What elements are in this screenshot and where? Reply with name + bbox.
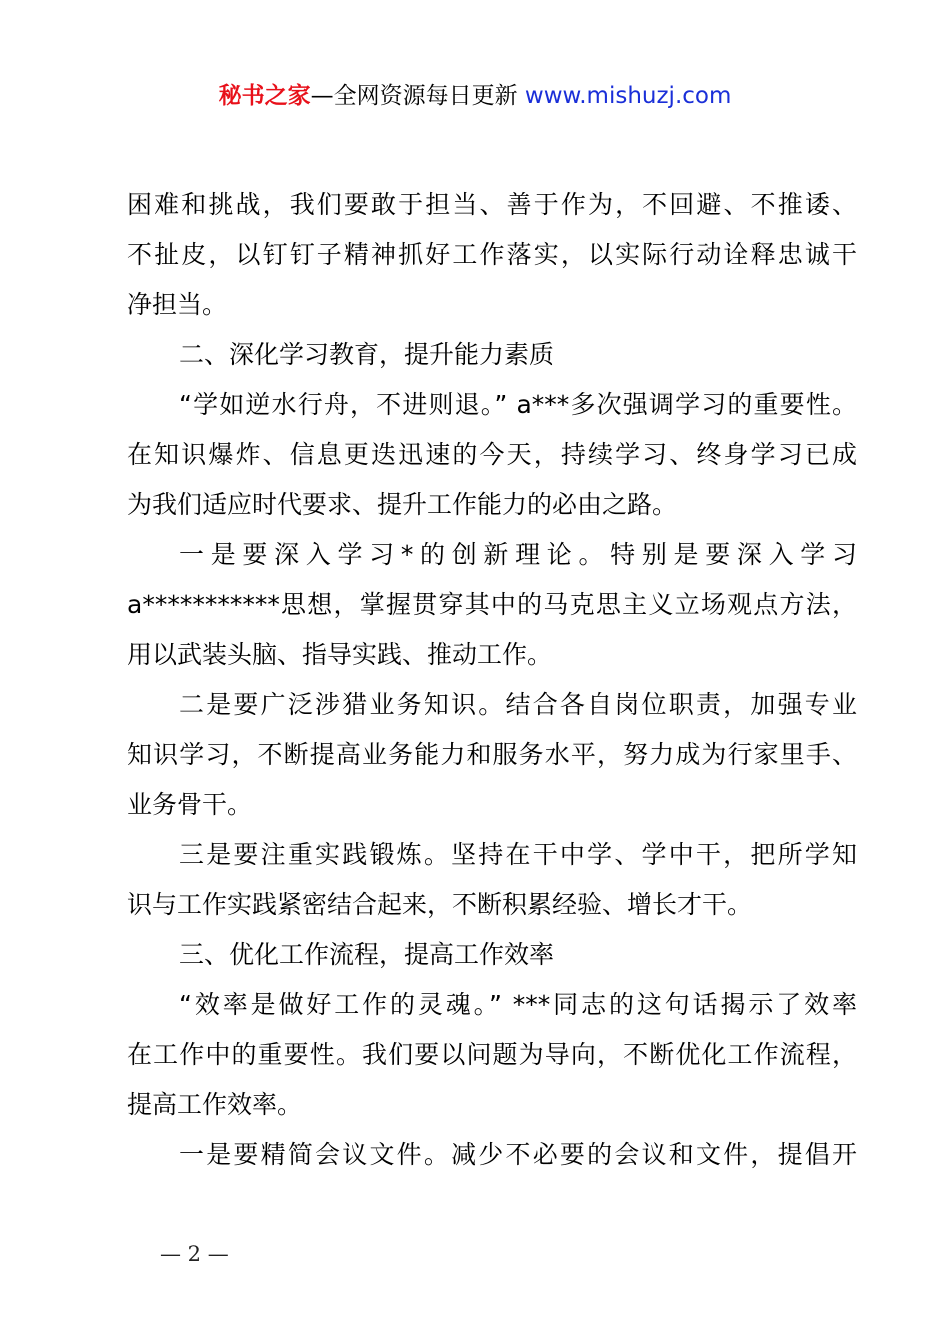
body-line: 在知识爆炸、信息更迭迅速的今天，持续学习、终身学习已成 xyxy=(127,440,857,469)
body-line: 三是要注重实践锻炼。坚持在干中学、学中干，把所学知 xyxy=(179,840,857,869)
body-line: “效率是做好工作的灵魂。” ***同志的这句话揭示了效率 xyxy=(179,990,857,1019)
site-url[interactable]: www.mishuzj.com xyxy=(524,83,732,109)
section-heading: 二、深化学习教育，提升能力素质 xyxy=(179,340,555,369)
body-line: 净担当。 xyxy=(127,290,228,319)
body-line: 识与工作实践紧密结合起来，不断积累经验、增长才干。 xyxy=(127,890,753,919)
section-heading: 三、优化工作流程，提高工作效率 xyxy=(179,940,555,969)
page-number: — 2 — xyxy=(160,1242,229,1266)
document-body xyxy=(127,180,857,1180)
site-header xyxy=(0,80,950,112)
body-line: 在工作中的重要性。我们要以问题为导向，不断优化工作流程， xyxy=(127,1040,857,1069)
body-line: 一是要精简会议文件。减少不必要的会议和文件，提倡开 xyxy=(179,1140,857,1169)
body-line: 用以武装头脑、指导实践、推动工作。 xyxy=(127,640,553,669)
body-line: 知识学习，不断提高业务能力和服务水平，努力成为行家里手、 xyxy=(127,740,857,769)
body-line: a***********思想，掌握贯穿其中的马克思主义立场观点方法， xyxy=(127,590,857,619)
body-line: 业务骨干。 xyxy=(127,790,253,819)
body-line: 为我们适应时代要求、提升工作能力的必由之路。 xyxy=(127,490,678,519)
body-line: “学如逆水行舟，不进则退。” a***多次强调学习的重要性。 xyxy=(179,390,857,419)
site-tagline: —全网资源每日更新 xyxy=(310,83,525,109)
body-line: 一是要深入学习*的创新理论。特别是要深入学习 xyxy=(179,540,857,569)
body-line: 二是要广泛涉猎业务知识。结合各自岗位职责，加强专业 xyxy=(179,690,857,719)
body-line: 提高工作效率。 xyxy=(127,1090,303,1119)
site-brand: 秘书之家 xyxy=(218,83,311,109)
body-line: 困难和挑战，我们要敢于担当、善于作为，不回避、不推诿、 xyxy=(127,190,857,219)
body-line: 不扯皮，以钉钉子精神抓好工作落实，以实际行动诠释忠诚干 xyxy=(127,240,857,269)
